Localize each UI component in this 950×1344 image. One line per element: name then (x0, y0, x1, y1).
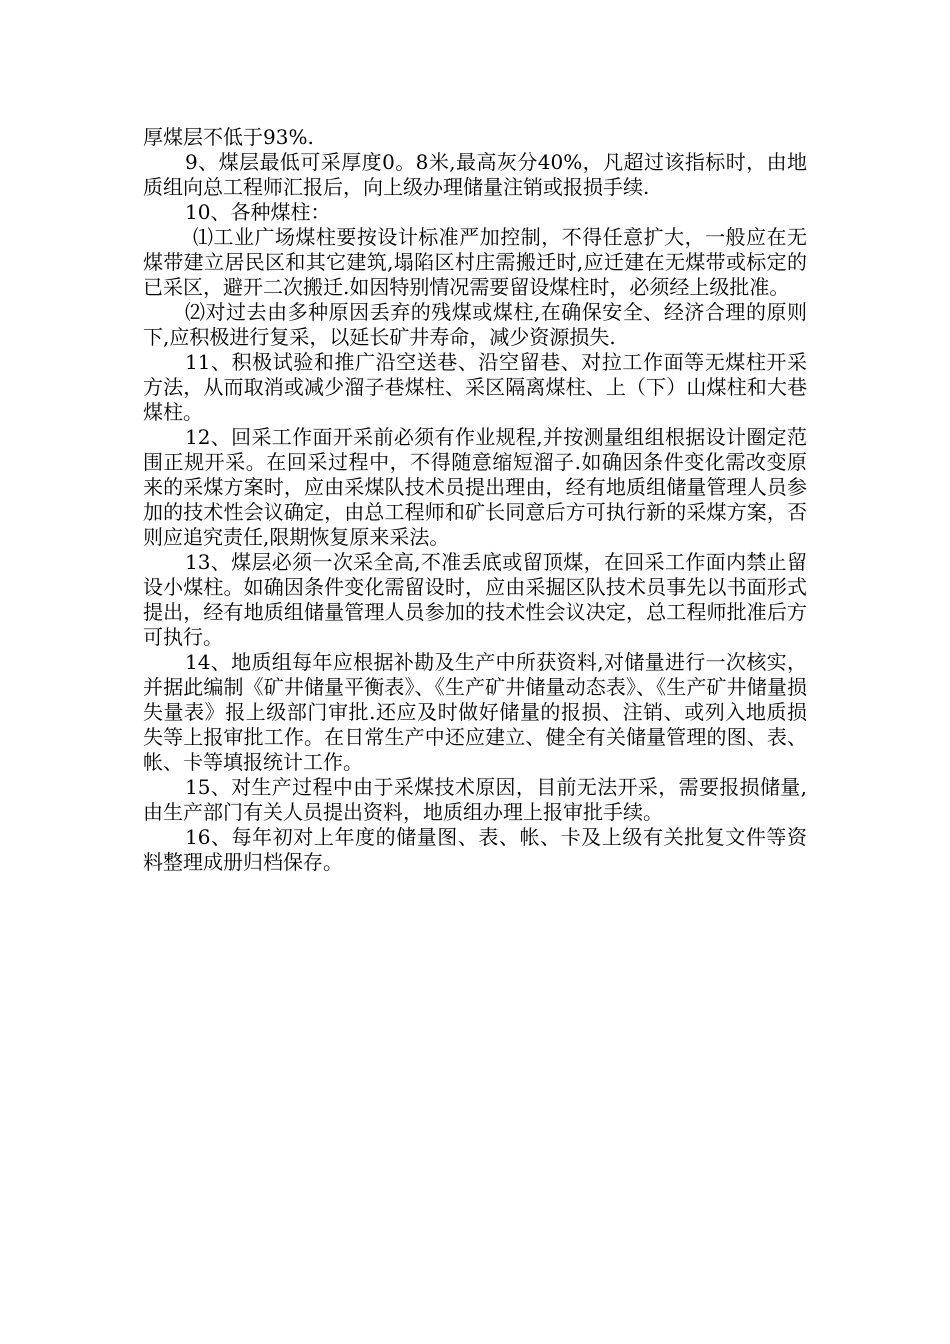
paragraph-subitem-1: ⑴工业广场煤柱要按设计标准严加控制，不得任意扩大，一般应在无煤带建立居民区和其它建筑,塌陷区村庄需搬迁时,应迁建在无煤带或标定的已采区，避开二次搬迁.如因特别情况需要留设煤柱时，必须经上级批准。 (143, 225, 807, 299)
paragraph-item-9: 9、煤层最低可采厚度0。8米,最高灰分40%，凡超过该指标时，由地质组向总工程师汇报后，向上级办理储量注销或报损手续. (143, 150, 807, 199)
paragraph-item-16: 16、每年初对上年度的储量图、表、帐、卡及上级有关批复文件等资料整理成册归档保存。 (143, 825, 807, 874)
paragraph-item-14: 14、地质组每年应根据补勘及生产中所获资料,对储量进行一次核实，并据此编制《矿井储量平衡表》、《生产矿井储量动态表》、《生产矿井储量损失量表》报上级部门审批.还应及时做好储量的报损、注销、或列入地质损失等上报审批工作。在日常生产中还应建立、健全有关储量管理的图、表、帐、卡等填报统计工作。 (143, 650, 807, 774)
paragraph-item-13: 13、煤层必须一次采全高,不准丢底或留顶煤，在回采工作面内禁止留设小煤柱。如确因条件变化需留设时，应由采掘区队技术员事先以书面形式提出，经有地质组储量管理人员参加的技术性会议决定，总工程师批准后方可执行。 (143, 550, 807, 649)
paragraph-item-15: 15、对生产过程中由于采煤技术原因，目前无法开采，需要报损储量,由生产部门有关人员提出资料，地质组办理上报审批手续。 (143, 775, 807, 824)
paragraph-item-12: 12、回采工作面开采前必须有作业规程,并按测量组组根据设计圈定范围正规开采。在回采过程中，不得随意缩短溜子.如确因条件变化需改变原来的采煤方案时，应由采煤队技术员提出理由，经有地质组储量管理人员参加的技术性会议确定，由总工程师和矿长同意后方可执行新的采煤方案，否则应追究责任,限期恢复原来采法。 (143, 425, 807, 549)
paragraph-subitem-2: ⑵对过去由多种原因丢弃的残煤或煤柱,在确保安全、经济合理的原则下,应积极进行复采，以延长矿井寿命，减少资源损失. (143, 300, 807, 349)
paragraph-item-10: 10、各种煤柱： (185, 200, 331, 224)
paragraph-item-11: 11、积极试验和推广沿空送巷、沿空留巷、对拉工作面等无煤柱开采方法，从而取消或减少溜子巷煤柱、采区隔离煤柱、上（下）山煤柱和大巷煤柱。 (143, 350, 807, 424)
paragraph-continuation: 厚煤层不低于93%. (143, 125, 314, 149)
document-body (143, 125, 807, 875)
